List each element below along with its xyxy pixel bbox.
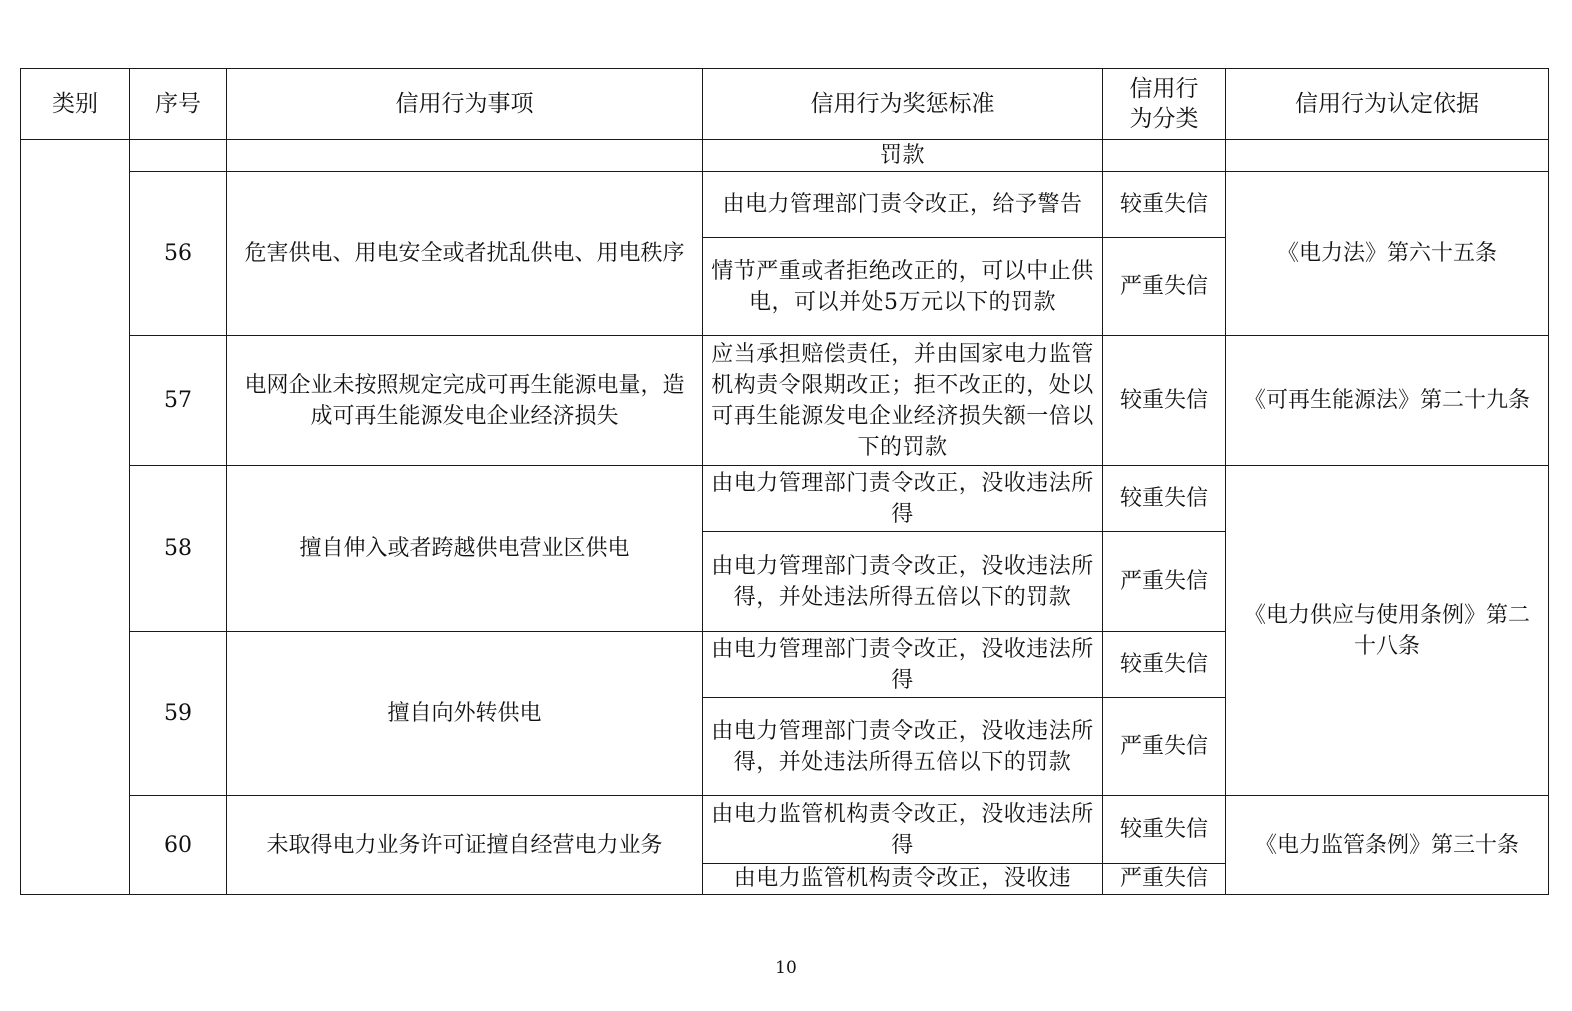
classification-cell: 严重失信 xyxy=(1103,532,1226,632)
item-cell: 电网企业未按照规定完成可再生能源电量，造成可再生能源发电企业经济损失 xyxy=(227,336,703,466)
classification-cell: 较重失信 xyxy=(1103,336,1226,466)
classification-cell: 较重失信 xyxy=(1103,172,1226,238)
classification-cell: 较重失信 xyxy=(1103,796,1226,864)
basis-cell xyxy=(1226,140,1549,172)
table-row xyxy=(21,466,1549,532)
number-cell: 59 xyxy=(130,632,227,796)
header-item: 信用行为事项 xyxy=(227,69,703,140)
classification-cell: 较重失信 xyxy=(1103,466,1226,532)
header-classification: 信用行为分类 xyxy=(1103,69,1226,140)
header-category: 类别 xyxy=(21,69,130,140)
header-standard: 信用行为奖惩标准 xyxy=(703,69,1103,140)
classification-cell xyxy=(1103,140,1226,172)
table-header-row xyxy=(21,69,1549,140)
page-number: 10 xyxy=(775,958,797,978)
standard-cell: 由电力管理部门责令改正，没收违法所得，并处违法所得五倍以下的罚款 xyxy=(703,532,1103,632)
number-cell: 56 xyxy=(130,172,227,336)
table-row xyxy=(21,172,1549,238)
category-cell xyxy=(21,140,130,895)
standard-cell: 由电力管理部门责令改正，没收违法所得，并处违法所得五倍以下的罚款 xyxy=(703,698,1103,796)
basis-cell: 《电力法》第六十五条 xyxy=(1226,172,1549,336)
classification-cell: 严重失信 xyxy=(1103,698,1226,796)
basis-cell: 《电力监管条例》第三十条 xyxy=(1226,796,1549,895)
standard-cell: 由电力监管机构责令改正，没收违 xyxy=(703,864,1103,895)
credit-behavior-table xyxy=(20,68,1549,895)
standard-cell: 罚款 xyxy=(703,140,1103,172)
header-number: 序号 xyxy=(130,69,227,140)
standard-cell: 由电力管理部门责令改正，没收违法所得 xyxy=(703,466,1103,532)
number-cell xyxy=(130,140,227,172)
standard-cell: 由电力管理部门责令改正，没收违法所得 xyxy=(703,632,1103,698)
classification-cell: 较重失信 xyxy=(1103,632,1226,698)
table-row xyxy=(21,336,1549,466)
standard-cell: 由电力监管机构责令改正，没收违法所得 xyxy=(703,796,1103,864)
item-cell xyxy=(227,140,703,172)
classification-cell: 严重失信 xyxy=(1103,864,1226,895)
number-cell: 57 xyxy=(130,336,227,466)
table-row xyxy=(21,796,1549,864)
header-basis: 信用行为认定依据 xyxy=(1226,69,1549,140)
standard-cell: 情节严重或者拒绝改正的，可以中止供电，可以并处5万元以下的罚款 xyxy=(703,238,1103,336)
classification-cell: 严重失信 xyxy=(1103,238,1226,336)
basis-cell: 《可再生能源法》第二十九条 xyxy=(1226,336,1549,466)
table-row xyxy=(21,140,1549,172)
number-cell: 58 xyxy=(130,466,227,632)
item-cell: 擅自向外转供电 xyxy=(227,632,703,796)
item-cell: 未取得电力业务许可证擅自经营电力业务 xyxy=(227,796,703,895)
number-cell: 60 xyxy=(130,796,227,895)
standard-cell: 由电力管理部门责令改正，给予警告 xyxy=(703,172,1103,238)
standard-cell: 应当承担赔偿责任，并由国家电力监管机构责令限期改正；拒不改正的，处以可再生能源发电企业经济损失额一倍以下的罚款 xyxy=(703,336,1103,466)
basis-cell: 《电力供应与使用条例》第二十八条 xyxy=(1226,466,1549,796)
item-cell: 危害供电、用电安全或者扰乱供电、用电秩序 xyxy=(227,172,703,336)
item-cell: 擅自伸入或者跨越供电营业区供电 xyxy=(227,466,703,632)
